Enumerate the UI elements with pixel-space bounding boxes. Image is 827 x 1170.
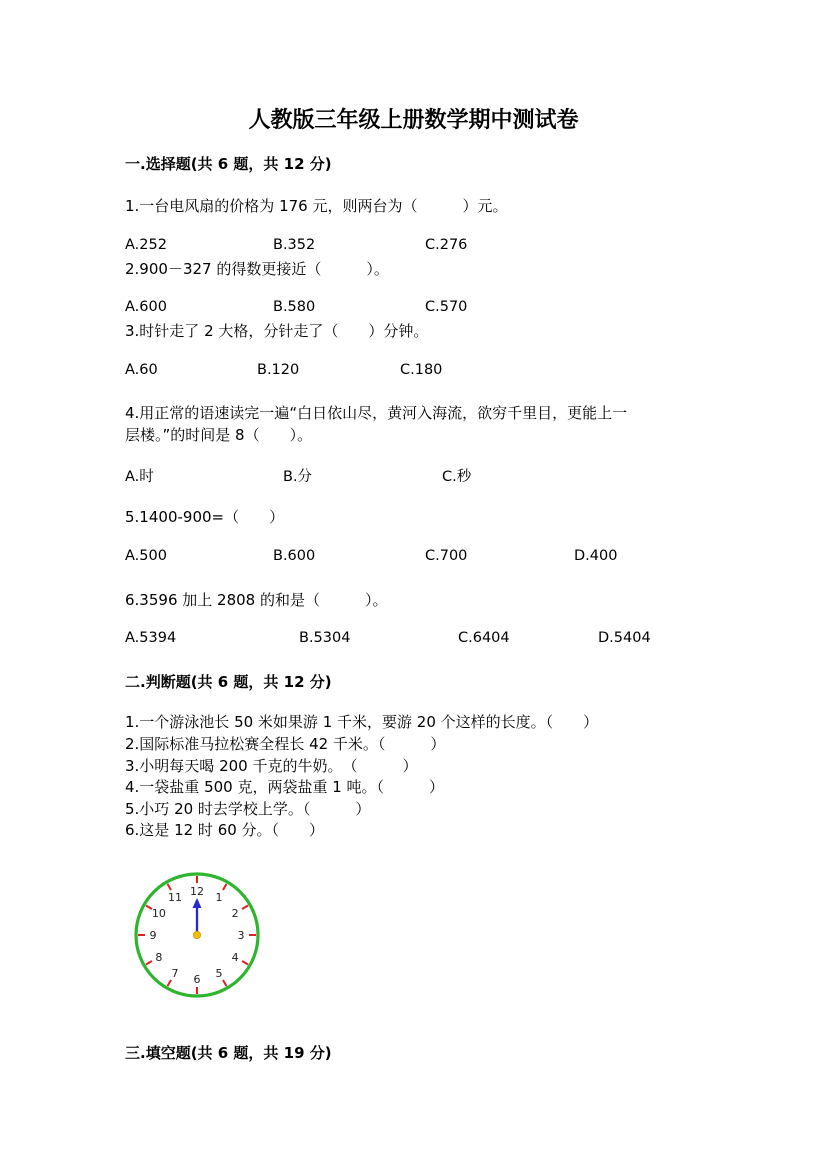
choice-5-option-b: B.600 — [273, 548, 316, 564]
clock-number: 6 — [193, 973, 201, 986]
section-heading-judge: 二.判断题(共 6 题，共 12 分) — [125, 673, 332, 691]
clock-number: 10 — [151, 907, 166, 920]
choice-4-option-a: A.时 — [125, 469, 154, 485]
choice-5-option-a: A.500 — [125, 548, 167, 564]
choice-2-option-a: A.600 — [125, 299, 167, 315]
clock-center-dot — [193, 931, 200, 938]
choice-question-4-line-1: 4.用正常的语速读完一遍“白日依山尽，黄河入海流，欲穷千里目，更能上一 — [125, 404, 628, 422]
judge-question-5: 5.小巧 20 时去学校上学。（ ） — [125, 800, 371, 818]
judge-question-4: 4.一袋盐重 500 克，两袋盐重 1 吨。（ ） — [125, 778, 445, 796]
choice-question-3: 3.时针走了 2 大格，分针走了（ ）分钟。 — [125, 322, 429, 340]
choice-4-option-b: B.分 — [283, 469, 313, 485]
clock-figure — [130, 870, 264, 1000]
choice-4-option-c: C.秒 — [442, 469, 472, 485]
clock-number: 3 — [237, 929, 245, 942]
choice-question-6: 6.3596 加上 2808 的和是（ ）。 — [125, 591, 388, 609]
clock-number: 4 — [231, 951, 239, 964]
clock-number: 5 — [215, 967, 223, 981]
choice-5-option-d: D.400 — [574, 548, 618, 564]
choice-1-option-b: B.352 — [273, 237, 316, 253]
choice-3-option-c: C.180 — [400, 362, 443, 378]
choice-question-2: 2.900－327 的得数更接近（ ）。 — [125, 260, 389, 278]
choice-1-option-c: C.276 — [425, 237, 468, 253]
clock-number: 7 — [171, 967, 179, 981]
choice-question-4-line-2: 层楼。”的时间是 8（ ）。 — [125, 426, 313, 444]
choice-2-option-b: B.580 — [273, 299, 316, 315]
choice-6-option-b: B.5304 — [299, 630, 351, 646]
judge-question-3: 3.小明每天喝 200 千克的牛奶。 （ ） — [125, 757, 418, 775]
choice-2-option-c: C.570 — [425, 299, 468, 315]
choice-1-option-a: A.252 — [125, 237, 167, 253]
clock-number: 1 — [215, 890, 223, 904]
clock-number: 8 — [155, 951, 163, 964]
choice-question-1: 1.一台电风扇的价格为 176 元，则两台为（ ）元。 — [125, 197, 508, 215]
page-title: 人教版三年级上册数学期中测试卷 — [248, 107, 579, 133]
clock-number: 9 — [149, 929, 157, 942]
choice-6-option-c: C.6404 — [458, 630, 510, 646]
choice-5-option-c: C.700 — [425, 548, 468, 564]
choice-6-option-a: A.5394 — [125, 630, 177, 646]
clock-number: 2 — [231, 907, 239, 920]
judge-question-1: 1.一个游泳池长 50 米如果游 1 千米，要游 20 个这样的长度。（ ） — [125, 713, 599, 731]
choice-3-option-a: A.60 — [125, 362, 158, 378]
choice-6-option-d: D.5404 — [598, 630, 651, 646]
section-heading-choice: 一.选择题(共 6 题，共 12 分) — [125, 155, 332, 173]
choice-3-option-b: B.120 — [257, 362, 300, 378]
section-heading-fill: 三.填空题(共 6 题，共 19 分) — [125, 1044, 332, 1062]
judge-question-2: 2.国际标准马拉松赛全程长 42 千米。（ ） — [125, 735, 446, 753]
clock-number: 12 — [190, 885, 204, 898]
choice-question-5: 5.1400-900=（ ） — [125, 508, 285, 526]
clock-number: 11 — [168, 890, 182, 904]
judge-question-6: 6.这是 12 时 60 分。（ ） — [125, 821, 325, 839]
